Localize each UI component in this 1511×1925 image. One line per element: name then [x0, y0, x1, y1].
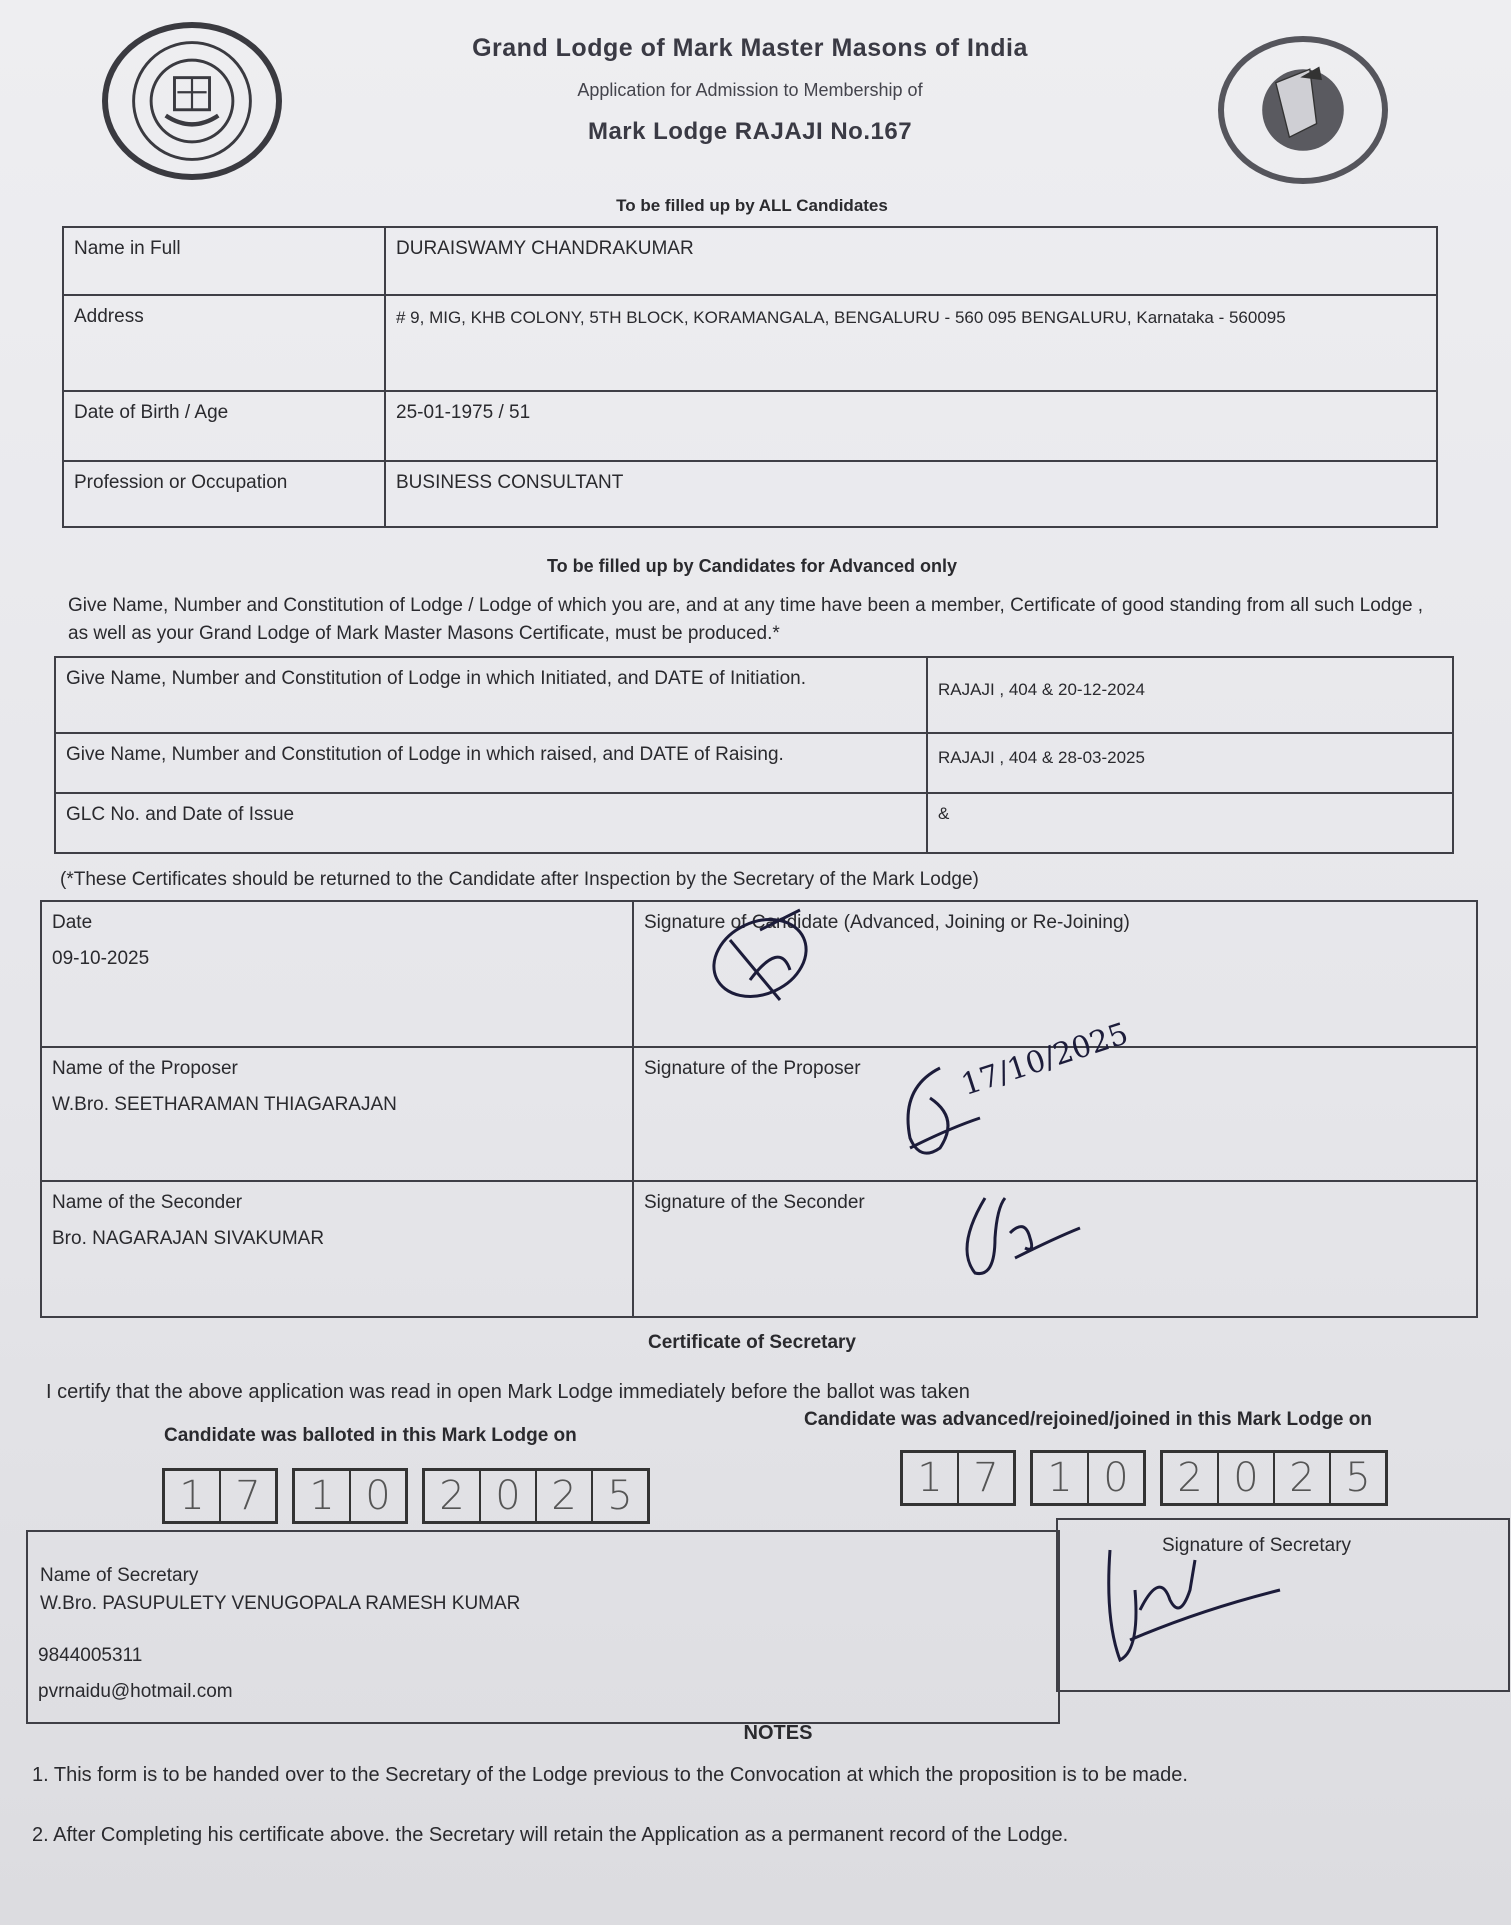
candidate-signature-icon — [700, 900, 840, 1010]
proposer-signature-date: 17/10/2025 — [957, 1016, 1133, 1103]
dob-label: Date of Birth / Age — [63, 391, 385, 461]
name-value: DURAISWAMY CHANDRAKUMAR — [385, 227, 1437, 295]
advanced-label: Candidate was advanced/rejoined/joined in this Mark Lodge on — [804, 1409, 1372, 1430]
table-row — [41, 1047, 1477, 1181]
lodge-title: Mark Lodge RAJAJI No.167 — [587, 118, 913, 145]
advanced-date-boxes — [900, 1450, 1388, 1506]
advanced-intro: Give Name, Number and Constitution of Lodge / Lodge of which you are, and at any time have been a member, Certificate of good standing from all such Lodge , as well as your Grand Lodge of Mark Master Masons Certificate, must be produced.* — [68, 595, 1424, 644]
note-item: 2. After Completing his certificate above. the Secretary will retain the Application as a permanent record of the Lodge. — [32, 1824, 1069, 1846]
date-digit: 7 — [973, 1455, 999, 1501]
date-digit: 5 — [607, 1473, 633, 1519]
raising-value: RAJAJI , 404 & 28-03-2025 — [927, 733, 1453, 793]
notes-title: NOTES — [743, 1722, 813, 1744]
proposer-signature-label: Signature of the Proposer — [644, 1058, 861, 1079]
name-label: Name in Full — [63, 227, 385, 295]
balloted-label: Candidate was balloted in this Mark Lodge on — [164, 1425, 577, 1446]
date-digit: 1 — [165, 1471, 221, 1521]
glc-value: & — [927, 793, 1453, 853]
date-digit: 0 — [481, 1471, 537, 1521]
secretary-signature-icon — [1100, 1530, 1300, 1670]
date-digit: 2 — [425, 1471, 481, 1521]
date-digit: 0 — [365, 1473, 391, 1519]
glc-label: GLC No. and Date of Issue — [55, 793, 927, 853]
date-label: Date — [52, 912, 93, 933]
seconder-value: Bro. NAGARAJAN SIVAKUMAR — [52, 1228, 325, 1249]
date-digit: 2 — [1275, 1453, 1331, 1503]
table-row — [55, 657, 1453, 733]
table-row — [63, 391, 1437, 461]
balloted-month — [292, 1468, 408, 1524]
mark-lodge-emblem-icon — [1218, 36, 1388, 184]
initiation-value: RAJAJI , 404 & 20-12-2024 — [927, 657, 1453, 733]
candidate-signature-label: Signature of Candidate (Advanced, Joining or Re-Joining) — [644, 912, 1130, 933]
date-digit: 1 — [1033, 1453, 1089, 1503]
advanced-month — [1030, 1450, 1146, 1506]
address-value: # 9, MIG, KHB COLONY, 5TH BLOCK, KORAMANGALA, BENGALURU - 560 095 BENGALURU, Karnataka - 560095 — [385, 295, 1437, 391]
date-digit: 1 — [903, 1453, 959, 1503]
all-candidates-table — [62, 226, 1438, 528]
balloted-year — [422, 1468, 650, 1524]
seconder-signature-label: Signature of the Seconder — [644, 1192, 865, 1213]
date-digit: 1 — [295, 1471, 351, 1521]
address-label: Address — [63, 295, 385, 391]
dob-value: 25-01-1975 / 51 — [385, 391, 1437, 461]
date-digit: 5 — [1345, 1455, 1371, 1501]
date-digit: 2 — [537, 1471, 593, 1521]
initiation-label: Give Name, Number and Constitution of Lodge in which Initiated, and DATE of Initiation. — [55, 657, 927, 733]
table-row — [63, 227, 1437, 295]
advanced-day — [900, 1450, 1016, 1506]
table-row — [63, 295, 1437, 391]
balloted-date-boxes — [162, 1468, 650, 1524]
profession-label: Profession or Occupation — [63, 461, 385, 527]
advanced-year — [1160, 1450, 1388, 1506]
seconder-signature-icon — [955, 1178, 1085, 1288]
secretary-phone: 9844005311 — [38, 1645, 143, 1666]
table-row — [55, 733, 1453, 793]
certificate-statement: I certify that the above application was read in open Mark Lodge immediately before the ballot was taken — [46, 1381, 970, 1403]
secretary-email: pvrnaidu@hotmail.com — [38, 1681, 233, 1702]
advanced-table — [54, 656, 1454, 854]
proposer-value: W.Bro. SEETHARAMAN THIAGARAJAN — [52, 1094, 397, 1115]
date-digit: 7 — [235, 1473, 261, 1519]
date-digit: 0 — [1219, 1453, 1275, 1503]
proposer-label: Name of the Proposer — [52, 1058, 238, 1079]
certificates-footnote: (*These Certificates should be returned to the Candidate after Inspection by the Secretary of the Mark Lodge) — [60, 869, 979, 890]
grand-lodge-seal-icon — [102, 22, 282, 180]
date-digit: 2 — [1163, 1453, 1219, 1503]
raising-label: Give Name, Number and Constitution of Lodge in which raised, and DATE of Raising. — [55, 733, 927, 793]
table-row — [55, 793, 1453, 853]
date-digit: 0 — [1103, 1455, 1129, 1501]
all-candidates-section-title: To be filled up by ALL Candidates — [616, 196, 888, 215]
secretary-name: W.Bro. PASUPULETY VENUGOPALA RAMESH KUMAR — [40, 1593, 521, 1614]
date-value: 09-10-2025 — [52, 948, 150, 969]
organisation-title: Grand Lodge of Mark Master Masons of India — [472, 34, 1028, 62]
balloted-day — [162, 1468, 278, 1524]
advanced-section-title: To be filled up by Candidates for Advanced only — [546, 556, 958, 576]
profession-value: BUSINESS CONSULTANT — [385, 461, 1437, 527]
note-item: 1. This form is to be handed over to the Secretary of the Lodge previous to the Convocation at which the proposition is to be made. — [32, 1764, 1188, 1786]
seconder-label: Name of the Seconder — [52, 1192, 243, 1213]
secretary-signature-label: Signature of Secretary — [1162, 1535, 1352, 1556]
table-row — [41, 1181, 1477, 1317]
table-row — [63, 461, 1437, 527]
certificate-title: Certificate of Secretary — [647, 1332, 857, 1353]
form-title: Application for Admission to Membership of — [577, 80, 923, 100]
secretary-label: Name of Secretary — [40, 1565, 199, 1586]
